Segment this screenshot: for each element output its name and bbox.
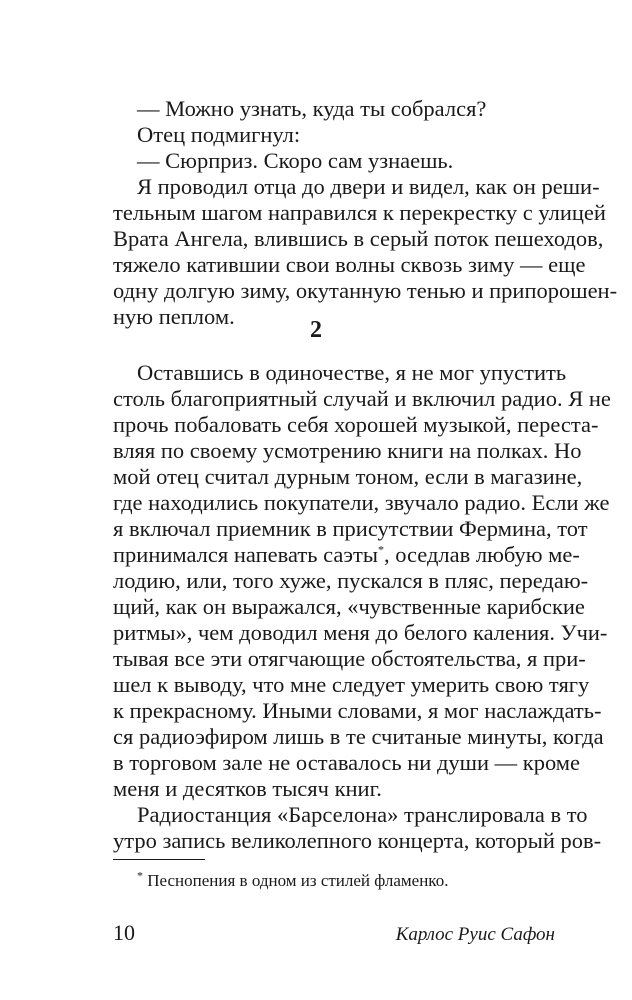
running-head: Карлос Руис Сафон [395,924,555,945]
text-line: лодию, или, того хуже, пускался в пляс, передаю- [113,568,589,593]
footnote-marker: * [377,542,384,557]
text-line: столь благоприятный случай и включил радио. Я не [113,386,611,411]
text-line: к прекрасному. Иными словами, я мог наслаждать- [113,698,602,723]
chapter-number: 2 [310,317,322,343]
text-line: тывая все эти отягчающие обстоятельства, я при- [113,646,586,671]
text-line-with-footnote [113,542,580,568]
footnote [137,870,448,892]
text-line: — Сюрприз. Скоро сам узнаешь. [137,148,454,173]
text-fragment: , оседлав любую ме- [383,542,580,567]
text-line: меня и десятков тысяч книг. [113,776,382,801]
footnote-rule [113,859,205,860]
text-line: Я проводил отца до двери и видел, как он реши- [137,174,600,199]
text-line: утро запись великолепного концерта, который ров- [113,828,602,853]
text-line: прочь побаловать себя хорошей музыкой, переста- [113,412,599,437]
text-line: тяжело катившии свои волны сквозь зиму — еще [113,252,586,277]
text-line: Оставшись в одиночестве, я не мог упустить [137,360,567,385]
text-line: — Можно узнать, куда ты собрался? [137,96,487,121]
footnote-text: Песнопения в одном из стилей фламенко. [147,871,449,890]
text-line: в торговом зале не оставалось ни души — кроме [113,750,580,775]
text-line: Отец подмигнул: [137,122,301,147]
text-line: я включал приемник в присутствии Фермина, тот [113,516,588,541]
page-number: 10 [113,920,135,945]
text-line: вляя по своему усмотрению книги на полках. Но [113,438,582,463]
text-fragment: принимался напевать саэты [113,542,378,567]
text-line: Врата Ангела, влившись в серый поток пешеходов, [113,226,604,251]
text-line: ритмы», чем доводил меня до белого каления. Учи- [113,620,608,645]
text-line: ную пеплом. [113,304,235,329]
text-line: тельным шагом направился к перекрестку с улицей [113,200,606,225]
footnote-marker: * [137,868,143,883]
text-line: мой отец считал дурным тоном, если в магазине, [113,464,583,489]
text-line: где находились покупатели, звучало радио. Если же [113,490,610,515]
text-line: Радиостанция «Барселона» транслировала в то [137,802,588,827]
text-line: шел к выводу, что мне следует умерить свою тягу [113,672,590,697]
text-line: ся радиоэфиром лишь в те считаные минуты, когда [113,724,604,749]
text-line: щий, как он выражался, «чувственные карибские [113,594,585,619]
text-line: одну долгую зиму, окутанную тенью и припорошен- [113,278,618,303]
